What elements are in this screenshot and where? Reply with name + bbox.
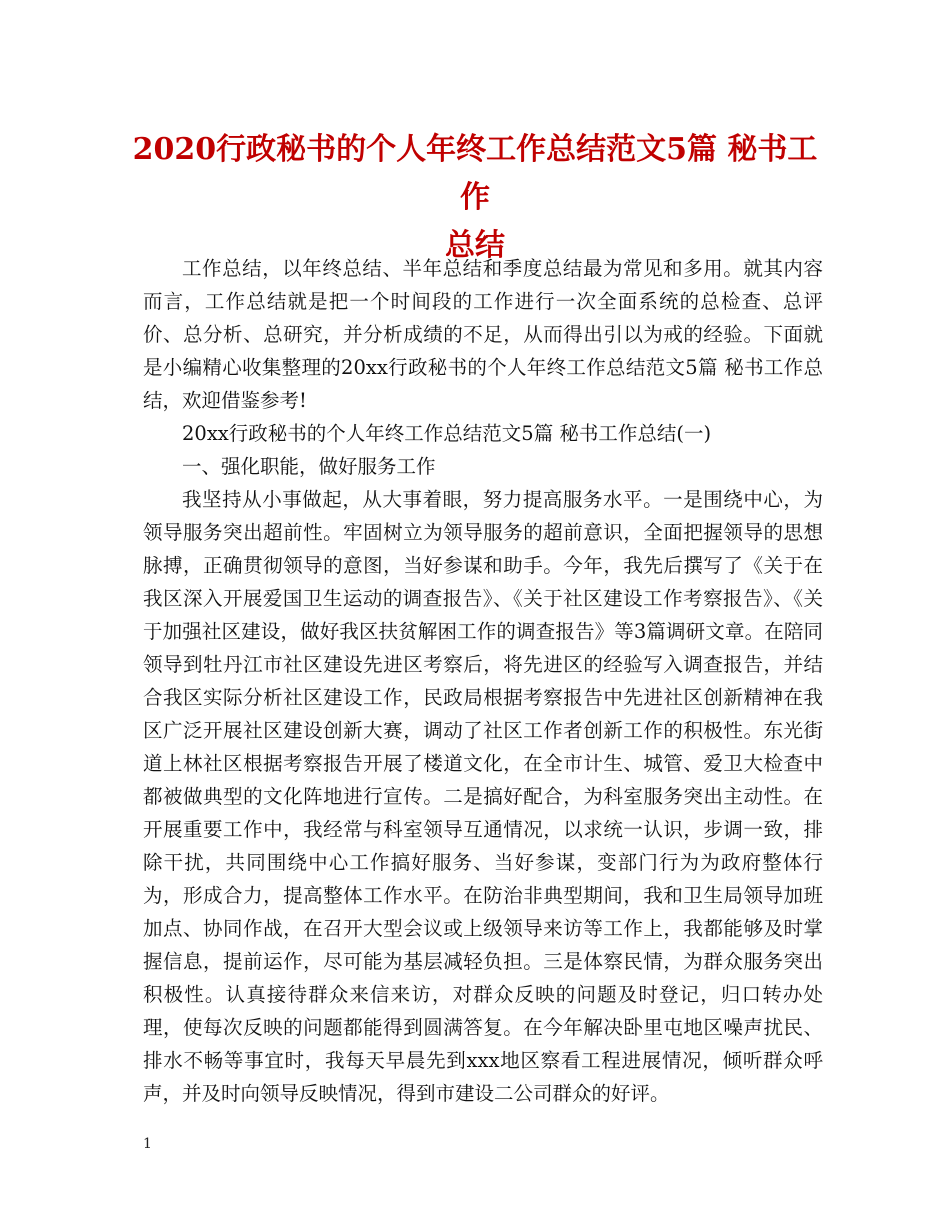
document-body	[143, 252, 823, 1110]
page-number: 1	[143, 1136, 152, 1152]
document-title-line-2: 总结	[445, 228, 505, 263]
document-title	[130, 126, 820, 270]
body-paragraph: 我坚持从小事做起，从大事着眼，努力提高服务水平。一是围绕中心，为领导服务突出超前性。牢固树立为领导服务的超前意识，全面把握领导的思想脉搏，正确贯彻领导的意图，当好参谋和助手。今年，我先后撰写了《关于在我区深入开展爱国卫生运动的调查报告》、《关于社区建设工作考察报告》、《关于加强社区建设，做好我区扶贫解困工作的调查报告》等3篇调研文章。在陪同领导到牡丹江市社区建设先进区考察后，将先进区的经验写入调查报告，并结合我区实际分析社区建设工作，民政局根据考察报告中先进社区创新精神在我区广泛开展社区建设创新大赛，调动了社区工作者创新工作的积极性。东光街道上林社区根据考察报告开展了楼道文化，在全市计生、城管、爱卫大检查中都被做典型的文化阵地进行宣传。二是搞好配合，为科室服务突出主动性。在开展重要工作中，我经常与科室领导互通情况，以求统一认识，步调一致，排除干扰，共同围绕中心工作搞好服务、当好参谋，变部门行为为政府整体行为，形成合力，提高整体工作水平。在防治非典型期间，我和卫生局领导加班加点、协同作战，在召开大型会议或上级领导来访等工作上，我都能够及时掌握信息，提前运作，尽可能为基层减轻负担。三是体察民情，为群众服务突出积极性。认真接待群众来信来访，对群众反映的问题及时登记，归口转办处理，使每次反映的问题都能得到圆满答复。在今年解决卧里屯地区噪声扰民、排水不畅等事宜时，我每天早晨先到xxx地区察看工程进展情况，倾听群众呼声，并及时向领导反映情况，得到市建设二公司群众的好评。	[143, 488, 823, 1105]
subsection-heading: 一、强化职能，做好服务工作	[182, 455, 436, 478]
section-heading: 20xx行政秘书的个人年终工作总结范文5篇 秘书工作总结(一)	[182, 422, 712, 445]
intro-paragraph: 工作总结，以年终总结、半年总结和季度总结最为常见和多用。就其内容而言，工作总结就是把一个时间段的工作进行一次全面系统的总检查、总评价、总分析、总研究，并分析成绩的不足，从而得出引以为戒的经验。下面就是小编精心收集整理的20xx行政秘书的个人年终工作总结范文5篇 秘书工作总结，欢迎借鉴参考!	[143, 257, 823, 412]
document-title-line-1: 2020行政秘书的个人年终工作总结范文5篇 秘书工作	[132, 132, 818, 215]
